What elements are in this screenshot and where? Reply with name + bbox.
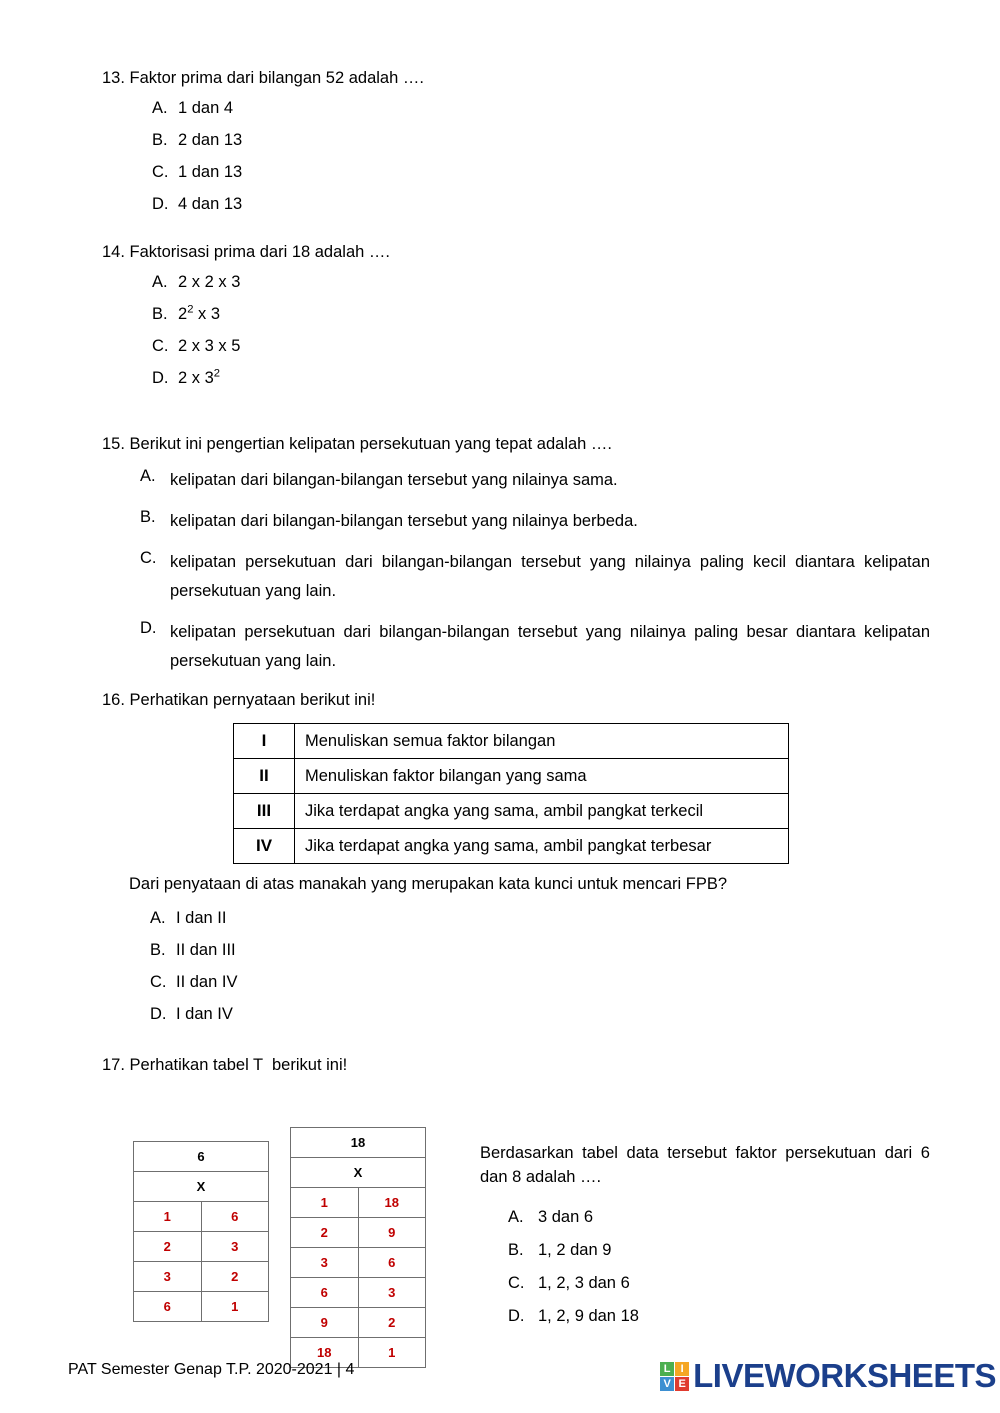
option-row[interactable]	[140, 618, 932, 676]
option-text: II dan III	[176, 941, 236, 959]
factor-right: 6	[201, 1202, 269, 1232]
factor-left: 2	[291, 1218, 359, 1248]
option-row[interactable]	[508, 1273, 930, 1293]
power-exponent: 2	[187, 303, 194, 316]
question-17	[102, 1055, 962, 1377]
question-17-options	[508, 1207, 930, 1326]
option-row[interactable]	[508, 1240, 930, 1260]
option-letter: A.	[152, 99, 168, 117]
option-text: 1, 2, 9 dan 18	[538, 1307, 639, 1325]
option-letter: B.	[140, 508, 156, 526]
option-letter: D.	[140, 619, 157, 637]
factor-right: 1	[201, 1292, 269, 1322]
question-13-stem: 13. Faktor prima dari bilangan 52 adalah ….	[102, 69, 424, 87]
power-base: 2 x 3	[178, 369, 214, 387]
factor-left: 1	[291, 1188, 359, 1218]
question-14-options	[152, 272, 390, 388]
tile-v: V	[660, 1377, 674, 1391]
factor-right: 1	[358, 1338, 426, 1368]
table-header-value: 6	[134, 1142, 269, 1172]
factor-right: 2	[358, 1308, 426, 1338]
factor-right: 2	[201, 1262, 269, 1292]
option-text: kelipatan persekutuan dari bilangan-bilangan tersebut yang nilainya paling kecil diantara kelipatan persekutuan yang lain.	[170, 553, 930, 600]
statement-table	[233, 723, 789, 864]
option-letter: D.	[152, 195, 169, 213]
option-text: I dan IV	[176, 1005, 233, 1023]
table-row	[134, 1292, 269, 1322]
question-13	[102, 68, 424, 226]
factor-left: 9	[291, 1308, 359, 1338]
power-tail: x 3	[193, 305, 221, 323]
footer-label: PAT Semester Genap T.P. 2020-2021 | 4	[68, 1361, 355, 1378]
table-row	[291, 1248, 426, 1278]
option-letter: C.	[508, 1274, 525, 1292]
option-row[interactable]	[152, 336, 390, 356]
option-row[interactable]	[140, 466, 932, 495]
option-text: 1 dan 13	[178, 163, 243, 181]
factor-table-18	[290, 1127, 426, 1368]
factor-left: 3	[134, 1262, 202, 1292]
table-row	[234, 829, 789, 864]
question-17-right-column	[480, 1141, 930, 1339]
factor-right: 9	[358, 1218, 426, 1248]
factor-left: 2	[134, 1232, 202, 1262]
statement-text: Jika terdapat angka yang sama, ambil pangkat terkecil	[295, 794, 789, 829]
question-14-stem: 14. Faktorisasi prima dari 18 adalah ….	[102, 243, 390, 261]
option-letter: A.	[152, 273, 168, 291]
statement-text: Menuliskan faktor bilangan yang sama	[295, 759, 789, 794]
roman-numeral: III	[234, 794, 295, 829]
table-row	[134, 1172, 269, 1202]
option-letter: C.	[152, 337, 169, 355]
question-15-stem: 15. Berikut ini pengertian kelipatan persekutuan yang tepat adalah ….	[102, 435, 613, 453]
factor-left: 3	[291, 1248, 359, 1278]
table-row	[291, 1158, 426, 1188]
option-letter: A.	[508, 1208, 524, 1226]
option-row[interactable]	[152, 304, 390, 324]
option-text	[178, 304, 220, 324]
option-letter: D.	[150, 1005, 167, 1023]
option-letter: A.	[140, 467, 156, 485]
question-15-options	[140, 466, 932, 676]
question-14	[102, 242, 390, 400]
option-row[interactable]	[150, 1004, 932, 1024]
question-16-stem: 16. Perhatikan pernyataan berikut ini!	[102, 691, 376, 709]
option-text: II dan IV	[176, 973, 238, 991]
question-16-followup: Dari penyataan di atas manakah yang merupakan kata kunci untuk mencari FPB?	[129, 875, 728, 893]
option-text: 3 dan 6	[538, 1208, 594, 1226]
table-row	[291, 1188, 426, 1218]
option-row[interactable]	[508, 1207, 930, 1227]
table-operator: X	[291, 1158, 426, 1188]
table-row	[291, 1308, 426, 1338]
option-text: kelipatan dari bilangan-bilangan tersebut yang nilainya berbeda.	[170, 512, 638, 530]
option-row[interactable]	[150, 940, 932, 960]
option-text: 2 x 3 x 5	[178, 337, 241, 355]
power-base: 2	[178, 305, 188, 323]
question-17-stem: 17. Perhatikan tabel T berikut ini!	[102, 1056, 348, 1074]
option-row[interactable]	[152, 98, 424, 118]
option-letter: C.	[150, 973, 167, 991]
tile-l: L	[660, 1362, 674, 1376]
option-letter: D.	[508, 1307, 525, 1325]
option-text: I dan II	[176, 909, 227, 927]
question-16	[102, 690, 932, 1036]
question-17-intro: Berdasarkan tabel data tersebut faktor persekutuan dari 6 dan 8 adalah ….	[480, 1144, 930, 1186]
table-row	[234, 759, 789, 794]
table-row	[234, 794, 789, 829]
question-16-options	[150, 908, 932, 1024]
option-row[interactable]	[150, 972, 932, 992]
factor-left: 6	[134, 1292, 202, 1322]
option-text: 2 x 2 x 3	[178, 273, 241, 291]
factor-right: 6	[358, 1248, 426, 1278]
option-row[interactable]	[140, 507, 932, 536]
table-row	[291, 1128, 426, 1158]
table-row	[234, 724, 789, 759]
option-row[interactable]	[152, 194, 424, 214]
roman-numeral: II	[234, 759, 295, 794]
option-row[interactable]	[152, 162, 424, 182]
table-operator: X	[134, 1172, 269, 1202]
option-row[interactable]	[150, 908, 932, 928]
table-row	[134, 1142, 269, 1172]
option-text: 1, 2, 3 dan 6	[538, 1274, 630, 1292]
factor-right: 3	[201, 1232, 269, 1262]
option-text: 2 dan 13	[178, 131, 243, 149]
table-header-value: 18	[291, 1128, 426, 1158]
option-letter: C.	[152, 163, 169, 181]
option-row[interactable]	[152, 368, 390, 388]
factor-table-6	[133, 1141, 269, 1322]
question-17-body	[102, 1097, 962, 1377]
option-letter: A.	[150, 909, 166, 927]
option-text: kelipatan dari bilangan-bilangan tersebut yang nilainya sama.	[170, 471, 618, 489]
liveworksheets-logo[interactable]	[660, 1353, 996, 1399]
statement-text: Menuliskan semua faktor bilangan	[295, 724, 789, 759]
option-text: 1 dan 4	[178, 99, 234, 117]
option-row[interactable]	[152, 272, 390, 292]
factor-right: 3	[358, 1278, 426, 1308]
roman-numeral: IV	[234, 829, 295, 864]
option-text	[178, 368, 220, 388]
option-text: 4 dan 13	[178, 195, 243, 213]
factor-right: 18	[358, 1188, 426, 1218]
tile-i: I	[675, 1362, 689, 1376]
option-letter: B.	[152, 131, 168, 149]
option-row[interactable]	[508, 1306, 930, 1326]
option-text: kelipatan persekutuan dari bilangan-bilangan tersebut yang nilainya paling besar diantara kelipatan persekutuan yang lain.	[170, 623, 930, 670]
table-row	[291, 1278, 426, 1308]
factor-left: 6	[291, 1278, 359, 1308]
option-letter: B.	[152, 305, 168, 323]
factor-left: 18	[291, 1338, 359, 1368]
option-letter: B.	[150, 941, 166, 959]
table-row	[134, 1202, 269, 1232]
table-row	[134, 1262, 269, 1292]
factor-left: 1	[134, 1202, 202, 1232]
logo-wordmark: LIVEWORKSHEETS	[693, 1357, 996, 1394]
table-row	[291, 1218, 426, 1248]
option-letter: B.	[508, 1241, 524, 1259]
live-tiles-icon	[660, 1362, 689, 1391]
option-row[interactable]	[140, 548, 932, 606]
question-15	[102, 434, 932, 688]
option-row[interactable]	[152, 130, 424, 150]
option-letter: D.	[152, 369, 169, 387]
table-row	[134, 1232, 269, 1262]
option-letter: C.	[140, 549, 157, 567]
question-13-options	[152, 98, 424, 214]
statement-text: Jika terdapat angka yang sama, ambil pangkat terbesar	[295, 829, 789, 864]
tile-e: E	[675, 1377, 689, 1391]
page-footer	[0, 1353, 1000, 1399]
option-text: 1, 2 dan 9	[538, 1241, 612, 1259]
roman-numeral: I	[234, 724, 295, 759]
power-exponent: 2	[213, 367, 221, 380]
